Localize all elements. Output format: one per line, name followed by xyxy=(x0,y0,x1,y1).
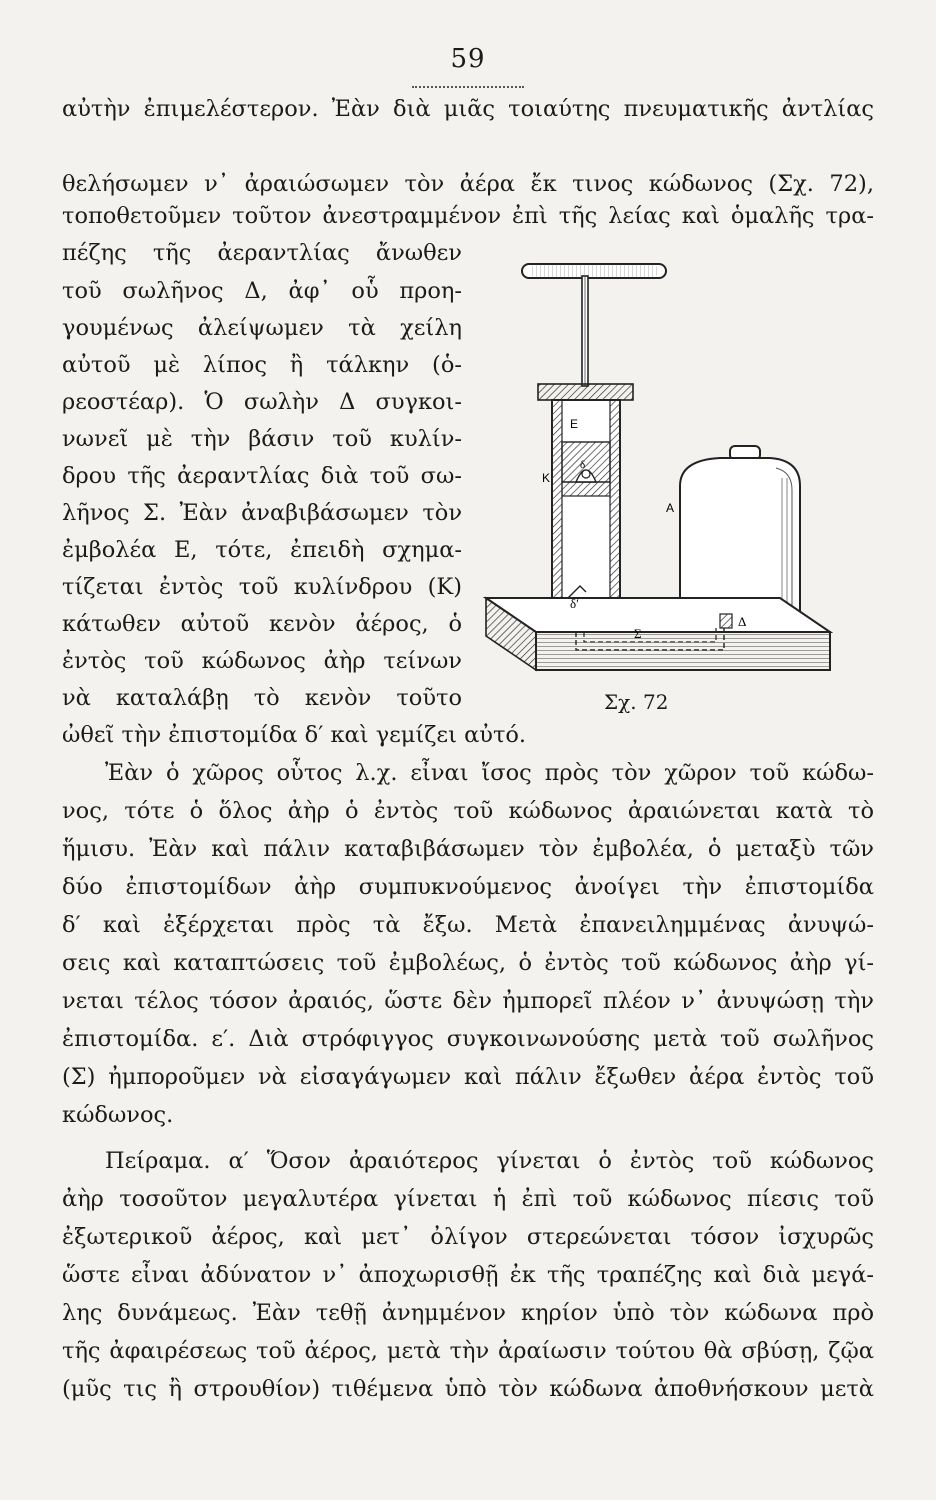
text-line: νος, τότε ὁ ὅλος ἀὴρ ὁ ἐντὸς τοῦ κώδωνος ἀραιώνεται κατὰ τὸ xyxy=(62,798,874,824)
text-line: νὰ καταλάβῃ τὸ κενὸν τοῦτο xyxy=(62,685,462,711)
cylinder-cap xyxy=(538,384,633,400)
text-line: θελήσωμεν ν᾽ ἀραιώσωμεν τὸν ἀέρα ἔκ τινος κώδωνος (Σχ. 72), xyxy=(62,171,874,197)
text-line: ρεοστέαρ). Ὁ σωλὴν Δ συγκοι- xyxy=(62,389,462,415)
label-S: Σ xyxy=(634,626,642,641)
piston xyxy=(562,442,610,496)
text-line: ἐμβολέα Ε, τότε, ἐπειδὴ σχημα- xyxy=(62,537,462,563)
label-E: E xyxy=(570,417,579,431)
text-line: ἐξωτερικοῦ ἀέρος, καὶ μετ᾽ ὀλίγον στερεώνεται τόσον ἰσχυρῶς xyxy=(62,1224,874,1250)
text-line: λης δυνάμεως. Ἐὰν τεθῇ ἀνημμένον κηρίον ὑπὸ τὸν κώδωνα πρὸ xyxy=(62,1300,874,1326)
text-line: λῆνος Σ. Ἐὰν ἀναβιβάσωμεν τὸν xyxy=(62,500,462,526)
text-line: αὐτοῦ μὲ λίπος ἢ τάλκην (ὁ- xyxy=(62,352,462,378)
figure-caption: Σχ. 72 xyxy=(604,690,669,714)
text-line: δύο ἐπιστομίδων ἀὴρ συμπυκνούμενος ἀνοίγει τὴν ἐπιστομίδα xyxy=(62,874,874,900)
text-line: Ἐὰν ὁ χῶρος οὗτος λ.χ. εἶναι ἴσος πρὸς τὸν χῶρον τοῦ κώδω- xyxy=(105,760,874,786)
label-D: Δ xyxy=(738,614,747,629)
air-pump-figure xyxy=(480,246,840,716)
air-pump-illustration xyxy=(480,246,840,686)
text-line: δ′ καὶ ἐξέρχεται πρὸς τὰ ἔξω. Μετὰ ἐπανειλημμένας ἀνυψώ- xyxy=(62,912,874,938)
text-line: ἐπιστομίδα. ε′. Διὰ στρόφιγγος συγκοινωνούσης μετὰ τοῦ σωλῆνος xyxy=(62,1026,874,1052)
label-d2: δ′ xyxy=(570,596,579,611)
text-line: σεις καὶ καταπτώσεις τοῦ ἐμβολέως, ὁ ἐντὸς τοῦ κώδωνος ἀὴρ γί- xyxy=(62,950,874,976)
header-rule xyxy=(412,86,524,88)
pump-handle xyxy=(522,264,666,386)
label-d1: δ xyxy=(580,459,586,471)
text-line: τοῦ σωλῆνος Δ, ἀφ᾽ οὗ προη- xyxy=(62,278,462,304)
text-line: γουμένως ἀλείψωμεν τὰ χείλη xyxy=(62,315,462,341)
text-line: (μῦς τις ἢ στρουθίον) τιθέμενα ὑπὸ τὸν κώδωνα ἀποθνήσκουν μετὰ xyxy=(62,1376,874,1402)
text-line: αὐτὴν ἐπιμελέστερον. Ἐὰν διὰ μιᾶς τοιαύτης πνευματικῆς ἀντλίας xyxy=(62,96,874,122)
text-line: τίζεται ἐντὸς τοῦ κυλίνδρου (Κ) xyxy=(62,574,462,600)
text-line: κάτωθεν αὐτοῦ κενὸν ἀέρος, ὁ xyxy=(62,611,462,637)
text-line: (Σ) ἠμποροῦμεν νὰ εἰσαγάγωμεν καὶ πάλιν ἔξωθεν ἀέρα ἐντὸς τοῦ xyxy=(62,1064,874,1090)
inlet-fitting xyxy=(720,614,732,628)
text-line: Πείραμα. α′ Ὅσον ἀραιότερος γίνεται ὁ ἐντὸς τοῦ κώδωνος xyxy=(105,1148,874,1174)
label-A: A xyxy=(666,501,675,515)
text-line: ἀὴρ τοσοῦτον μεγαλυτέρα γίνεται ἡ ἐπὶ τοῦ κώδωνος πίεσις τοῦ xyxy=(62,1186,874,1212)
text-line: δρου τῆς ἀεραντλίας διὰ τοῦ σω- xyxy=(62,463,462,489)
text-line: ἥμισυ. Ἐὰν καὶ πάλιν καταβιβάσωμεν τὸν ἐμβολέα, ὁ μεταξὺ τῶν xyxy=(62,836,874,862)
text-line: νεται τέλος τόσον ἀραιός, ὥστε δὲν ἠμπορεῖ πλέον ν᾽ ἀνυψώσῃ τὴν xyxy=(62,988,874,1014)
text-line: πέζης τῆς ἀεραντλίας ἄνωθεν xyxy=(62,240,462,266)
text-line: ἐντὸς τοῦ κώδωνος ἀὴρ τείνων xyxy=(62,648,462,674)
text-line: κώδωνος. xyxy=(62,1102,174,1128)
text-line: ὥστε εἶναι ἀδύνατον ν᾽ ἀποχωρισθῇ ἐκ τῆς τραπέζης καὶ διὰ μεγά- xyxy=(62,1262,874,1288)
text-line: τοποθετοῦμεν τοῦτον ἀνεστραμμένον ἐπὶ τῆς λείας καὶ ὁμαλῆς τρα- xyxy=(62,203,874,229)
label-K: K xyxy=(542,471,551,485)
text-line: ὠθεῖ τὴν ἐπιστομίδα δ′ καὶ γεμίζει αὐτό. xyxy=(62,722,527,748)
text-line: τῆς ἀφαιρέσεως τοῦ ἀέρος, μετὰ τὴν ἀραίωσιν τούτου θὰ σβύσῃ, ζῷα xyxy=(62,1338,874,1364)
page-number: 59 xyxy=(450,44,486,74)
base-plate xyxy=(486,598,830,670)
text-line: νωνεῖ μὲ τὴν βάσιν τοῦ κυλίν- xyxy=(62,426,462,452)
